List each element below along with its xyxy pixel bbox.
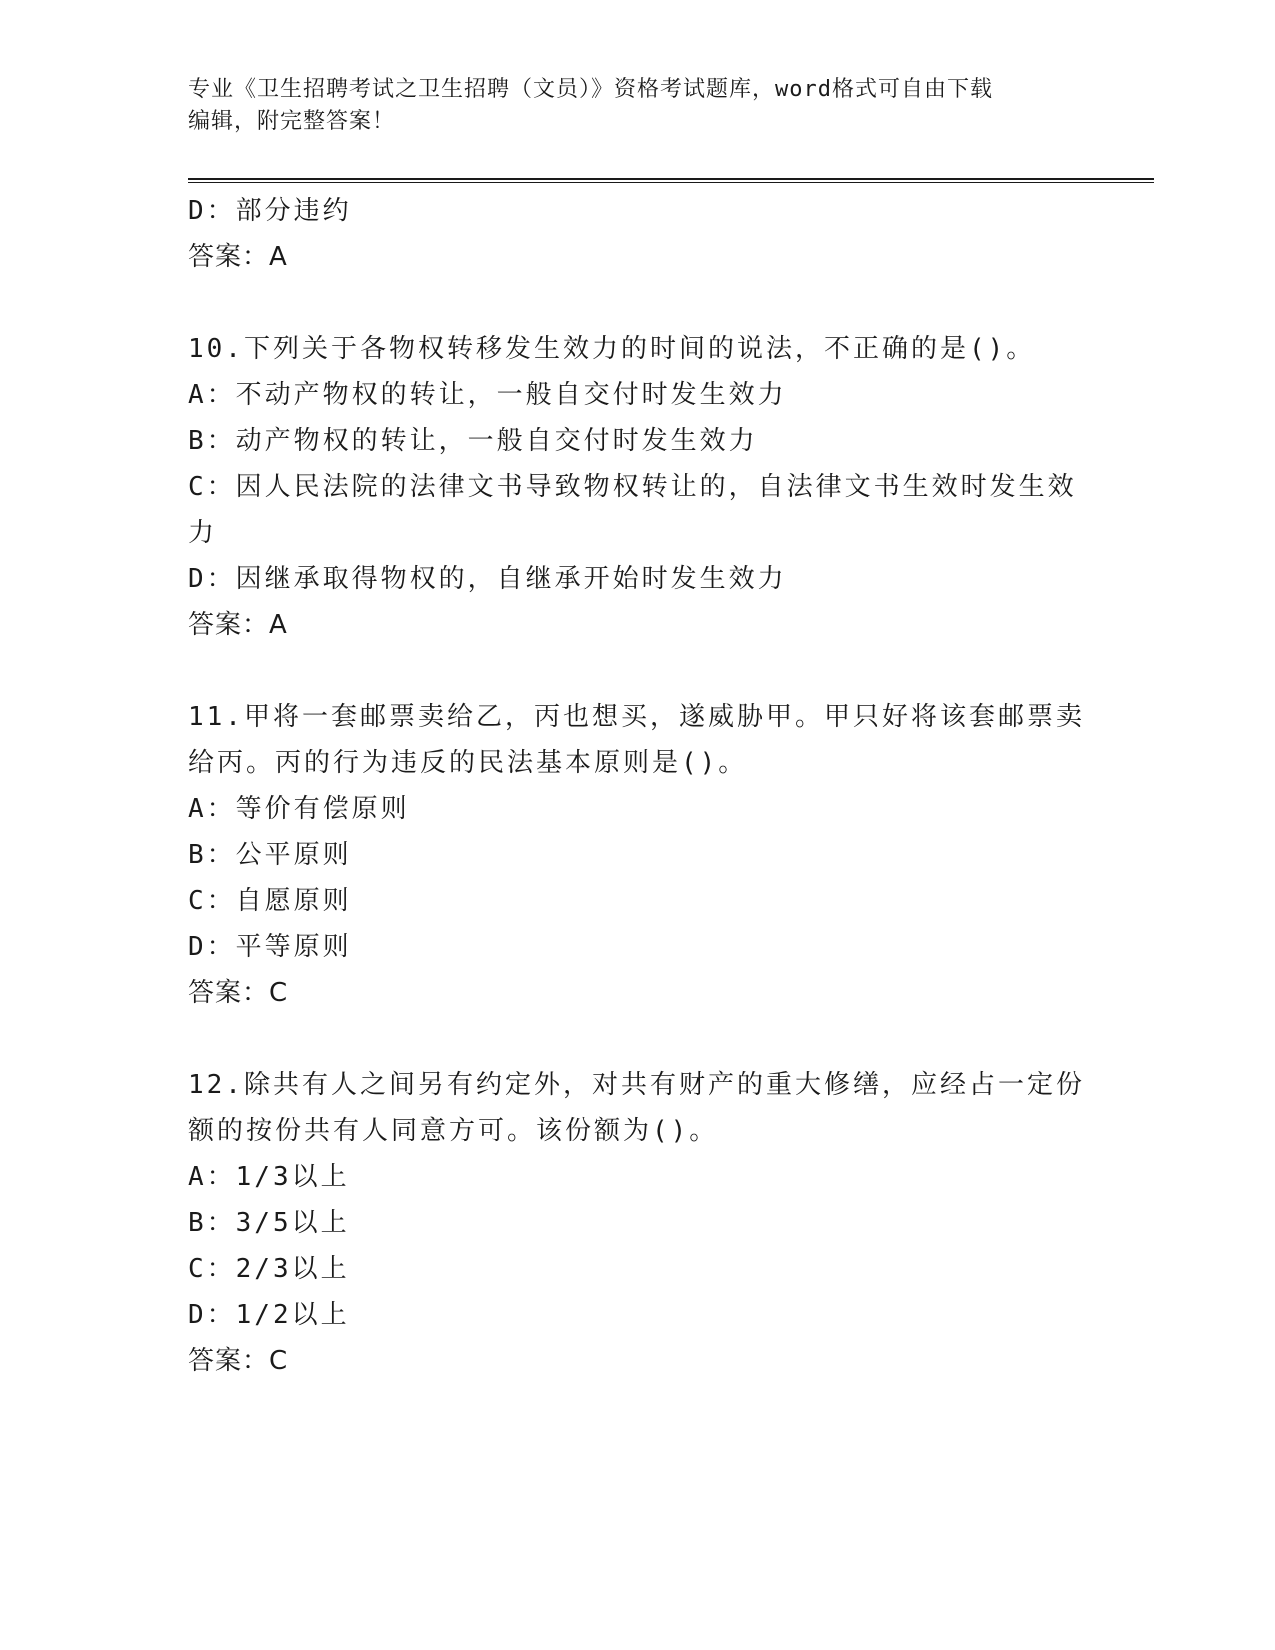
option-b: B：动产物权的转让，一般自交付时发生效力 bbox=[188, 426, 758, 456]
option-a: A：不动产物权的转让，一般自交付时发生效力 bbox=[188, 380, 787, 410]
option-b: B：公平原则 bbox=[188, 840, 352, 870]
question-stem-continued: 给丙。丙的行为违反的民法基本原则是()。 bbox=[188, 748, 748, 778]
option-c-continued: 力 bbox=[188, 518, 218, 548]
option-d: D：平等原则 bbox=[188, 932, 352, 962]
option-a: A：等价有偿原则 bbox=[188, 794, 410, 824]
answer: 答案：C bbox=[188, 978, 289, 1008]
option-a: A：1/3以上 bbox=[188, 1162, 350, 1192]
option-d: D：因继承取得物权的，自继承开始时发生效力 bbox=[188, 564, 787, 594]
option-c: C：自愿原则 bbox=[188, 886, 352, 916]
question-stem: 10.下列关于各物权转移发生效力的时间的说法，不正确的是()。 bbox=[188, 334, 1036, 364]
option-c: C：因人民法院的法律文书导致物权转让的，自法律文书生效时发生效 bbox=[188, 472, 1077, 502]
option-d: D：1/2以上 bbox=[188, 1300, 350, 1330]
question-stem-continued: 额的按份共有人同意方可。该份额为()。 bbox=[188, 1116, 719, 1146]
question-10 bbox=[188, 326, 1088, 648]
header-line-1: 专业《卫生招聘考试之卫生招聘（文员）》资格考试题库，word格式可自由下载 bbox=[188, 77, 993, 102]
header-divider bbox=[188, 178, 1154, 183]
question-11 bbox=[188, 694, 1088, 1016]
option-d: D：部分违约 bbox=[188, 196, 352, 226]
header-line-2: 编辑，附完整答案！ bbox=[188, 109, 396, 134]
document-body bbox=[188, 188, 1088, 1430]
page-header bbox=[188, 74, 1088, 138]
question-stem: 11.甲将一套邮票卖给乙，丙也想买，遂威胁甲。甲只好将该套邮票卖 bbox=[188, 702, 1085, 732]
previous-question-fragment bbox=[188, 188, 1088, 280]
answer: 答案：C bbox=[188, 1346, 289, 1376]
option-b: B：3/5以上 bbox=[188, 1208, 350, 1238]
question-12 bbox=[188, 1062, 1088, 1384]
option-c: C：2/3以上 bbox=[188, 1254, 350, 1284]
answer: 答案：A bbox=[188, 610, 288, 640]
answer: 答案：A bbox=[188, 242, 288, 272]
question-stem: 12.除共有人之间另有约定外，对共有财产的重大修缮，应经占一定份 bbox=[188, 1070, 1085, 1100]
